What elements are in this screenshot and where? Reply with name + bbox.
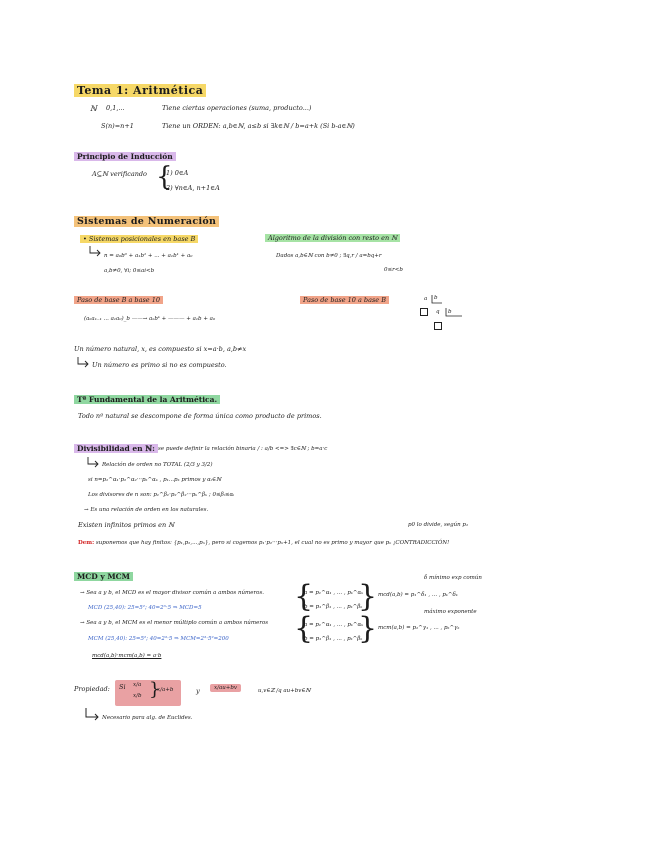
base-expansion: n = a₀b⁰ + a₁b¹ + ... + a₁b¹ + a₀ bbox=[104, 253, 193, 259]
naturals-elements: 0,1,... bbox=[106, 104, 125, 112]
naturals-operations: Tiene ciertas operaciones (suma, producto...) bbox=[162, 104, 312, 112]
condition-x-divides-b: x/b bbox=[133, 693, 142, 699]
induction-condition-2: 2) ∀n∈A, n+1∈A bbox=[166, 184, 220, 192]
dividend-label: a bbox=[424, 296, 428, 302]
divisor-label: b bbox=[434, 295, 438, 301]
factorization-b: b = p₁^β₁ , ... , pₖ^βₖ bbox=[304, 604, 363, 610]
naturals-symbol: ℕ bbox=[90, 104, 97, 113]
base-b-to-10-heading: Paso de base B a base 10 bbox=[74, 297, 163, 305]
property-condition-box: Si x/a x/b } x/a+b bbox=[115, 680, 181, 706]
turn-arrow-icon bbox=[88, 246, 102, 258]
composite-definition: Un número natural, x, es compuesto si x=a·b, a,b≠x bbox=[74, 345, 247, 353]
factorization-b-2: b = p₁^β₁ , ... , pₖ^βₖ bbox=[304, 636, 363, 642]
factorization-brace-1: { bbox=[294, 579, 314, 614]
fundamental-theorem-statement: Todo nº natural se descompone de forma única como producto de primos. bbox=[78, 412, 322, 420]
induction-heading: Principio de Inducción bbox=[74, 152, 176, 161]
induction-premise: A⊆ℕ verificando bbox=[92, 170, 147, 178]
gcd-lcm-product: mcd(a,b)·mcm(a,b) = a·b bbox=[92, 653, 162, 659]
turn-arrow-icon bbox=[76, 357, 90, 369]
gcd-formula: mcd(a,b) = p₁^δ₁ , ... , pₖ^δₖ bbox=[378, 592, 458, 598]
page-title: Tema 1: Aritmética bbox=[74, 84, 206, 97]
positional-systems: • Sistemas posicionales en base B bbox=[80, 236, 198, 244]
property-label: Propiedad: bbox=[74, 685, 110, 693]
lcm-example: MCM (25,40): 25=5²; 40=2³·5 ⇒ MCM=2³·5²=200 bbox=[88, 636, 229, 642]
successor-function: S(n)=n+1 bbox=[101, 122, 134, 130]
prime-factorization: si n=p₁^α₁·p₂^α₂···pₖ^αₖ , p₁...pₖ primos y αᵢ∈ℕ bbox=[88, 477, 222, 483]
gcd-definition: → Sea a y b, el MCD es el mayor divisor común a ambos números. bbox=[80, 590, 265, 596]
division-algorithm-statement: Dados a,b∈ℕ con b≠0 ; ∃q,r / a=bq+r bbox=[276, 253, 382, 259]
quotient-label: q bbox=[436, 309, 440, 315]
divisor-label-2: b bbox=[448, 309, 452, 315]
induction-condition-1: 1) 0∈A bbox=[166, 169, 189, 177]
result-x-divides-sum: x/a+b bbox=[157, 687, 174, 693]
order-relation-note: Relación de orden no TOTAL (2/3 y 3/2) bbox=[102, 462, 213, 468]
gcd-example: MCD (25,40): 25=5²; 40=2³·5 ⇒ MCD=5 bbox=[88, 605, 202, 611]
remainder-box bbox=[420, 308, 428, 316]
base-b-to-10-formula: (aₖaₖ₋₁ ... a₁a₀)_b ——→ aₖbᵏ + ——— + a₁b + a₀ bbox=[84, 316, 216, 322]
factorization-brace-2: { bbox=[294, 611, 314, 646]
divisor-note: p0 lo divide, según p₁ bbox=[408, 522, 469, 528]
proof: Dem: suponemos que hay finitos: {p₁,p₂,...,pₙ}, pero si cogemos p₁·p₂···pₙ+1, el cual no es primo y mayor que pₙ ¡CONTRADICCIÓN! bbox=[78, 540, 450, 546]
if-label: Si bbox=[119, 683, 126, 691]
and-label: y bbox=[196, 687, 200, 695]
lcm-formula: mcm(a,b) = p₁^γ₁ , ... , pₖ^γₖ bbox=[378, 625, 460, 631]
divisibility-relation: se puede definir la relación binaria / : a/b <=> ∃c∈ℕ ; b=a·c bbox=[158, 446, 328, 452]
condition-x-divides-a: x/a bbox=[133, 682, 142, 688]
factorization-brace-close-1: } bbox=[358, 579, 378, 614]
factorization-brace-close-2: } bbox=[358, 611, 378, 646]
division-algorithm-heading: Algoritmo de la división con resto en ℕ bbox=[265, 235, 400, 243]
gcd-exponent-note: δ mínimo exp común bbox=[424, 575, 482, 581]
fundamental-theorem-heading: Tª Fundamental de la Aritmética. bbox=[74, 395, 220, 404]
remainder-box-2 bbox=[434, 322, 442, 330]
factorization-a-2: a = p₁^α₁ , ... , pₖ^αₖ bbox=[304, 622, 364, 628]
coefficient-quantifier: u,v∈ℤ /q au+bv∈ℕ bbox=[258, 688, 311, 694]
lcm-definition: → Sea a y b, el MCM es el menor múltiplo común a ambos números bbox=[80, 620, 269, 626]
order-relation-statement: → Es una relación de orden en los naturales. bbox=[84, 507, 209, 513]
turn-arrow-icon bbox=[86, 457, 100, 469]
order-definition: Tiene un ORDEN: a,b∈ℕ, a≤b si ∃k∈ℕ / b=a+k (Si b-a∈ℕ) bbox=[162, 122, 355, 130]
gcd-lcm-heading: MCD y MCM bbox=[74, 572, 133, 581]
numeration-heading: Sistemas de Numeración bbox=[74, 216, 219, 227]
factorization-a: a = p₁^α₁ , ... , pₖ^αₖ bbox=[304, 590, 364, 596]
linear-combination-result: x/au+bv bbox=[210, 685, 241, 692]
divisibility-heading: Divisibilidad en ℕ: bbox=[74, 444, 158, 454]
divisors-form: Los divisores de n son: p₁^β₁·p₂^β₂···pₖ^βₖ ; 0≤βᵢ≤αᵢ bbox=[88, 492, 235, 498]
turn-arrow-icon bbox=[84, 708, 100, 722]
prime-definition: Un número es primo si no es compuesto. bbox=[92, 361, 227, 369]
lcm-exponent-note: máximo exponente bbox=[424, 609, 477, 615]
base-10-to-b-heading: Paso de base 10 a base B bbox=[300, 297, 389, 305]
induction-brace: { bbox=[156, 162, 173, 192]
remainder-condition: 0≤r<b bbox=[384, 267, 403, 273]
digit-conditions: a,b≠0, ∀i; 0≤ai<b bbox=[104, 268, 155, 274]
euclid-note: Necesario para alg. de Euclides. bbox=[102, 715, 193, 721]
infinite-primes: Existen infinitos primos en ℕ bbox=[78, 521, 175, 529]
